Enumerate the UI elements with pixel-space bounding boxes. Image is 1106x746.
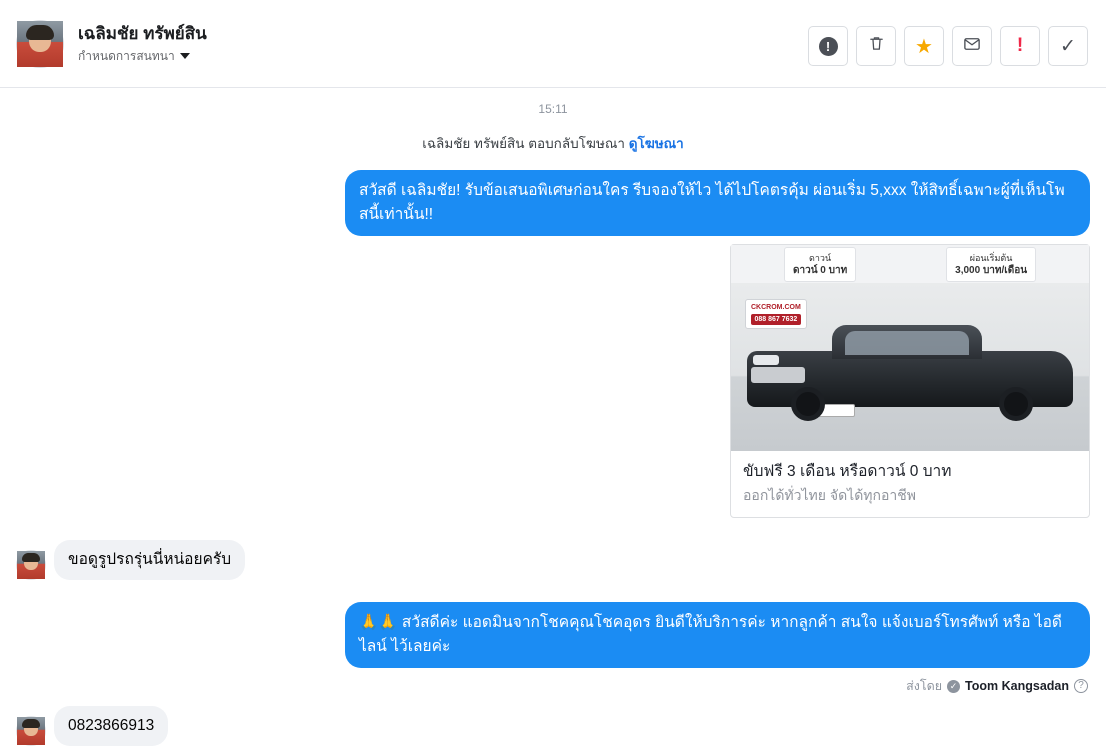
ad-price-strip [731, 245, 1089, 283]
pickup-truck-illustration [747, 326, 1073, 421]
delete-button[interactable] [856, 26, 896, 66]
ad-photo [731, 283, 1089, 451]
message-bubble-incoming[interactable]: 0823866913 [54, 706, 168, 746]
message-bubble-outgoing[interactable]: 🙏🙏 สวัสดีค่ะ แอดมินจากโชคคุณโชคอุดร ยินดีให้บริการค่ะ หากลูกค้า สนใจ แจ้งเบอร์โทรศัพท์ หรือ ไอดีไลน์ ไว้เลยค่ะ [345, 602, 1090, 668]
ad-card-body [731, 451, 1089, 517]
price-chip-value: ดาวน์ 0 บาท [792, 264, 848, 276]
message-thread[interactable] [0, 88, 1106, 734]
avatar[interactable] [16, 550, 46, 580]
message-row [16, 706, 1090, 746]
price-chip [946, 247, 1036, 282]
mark-unread-button[interactable] [808, 26, 848, 66]
watermark-phone: 088 867 7632 [751, 314, 801, 325]
watermark-site: CKCROM.COM [751, 304, 801, 311]
truck-wheel [999, 387, 1033, 421]
flag-button[interactable] [1000, 26, 1040, 66]
done-button[interactable] [1048, 26, 1088, 66]
ad-description: ออกได้ทั่วไทย จัดได้ทุกอาชีพ [743, 487, 917, 503]
price-chip [784, 247, 856, 282]
sent-by-prefix: ส่งโดย [906, 679, 943, 693]
avatar-hair [26, 25, 54, 40]
exclamation-icon: ! [1016, 35, 1024, 56]
header-action-bar [808, 26, 1088, 66]
ad-title: ขับฟรี 3 เดือน หรือดาวน์ 0 บาท [743, 463, 952, 480]
avatar[interactable] [16, 716, 46, 746]
page-title: เฉลิมชัย ทรัพย์สิน [78, 23, 207, 43]
thread-context-text: เฉลิมชัย ทรัพย์สิน ตอบกลับโฆษณา [422, 136, 625, 151]
sent-by-row [16, 676, 1088, 696]
message-bubble-outgoing[interactable]: สวัสดี เฉลิมชัย! รับข้อเสนอพิเศษก่อนใคร รีบจองให้ไว ได้ไปโคตรคุ้ม ผ่อนเริ่ม 5,xxx ให้สิทธิ์เฉพาะผู้ที่เห็นโพสนี้เท่านั้น!! [345, 170, 1090, 236]
check-icon: ✓ [1060, 35, 1076, 57]
price-chip-label: ดาวน์ [809, 252, 832, 263]
envelope-icon [963, 35, 981, 58]
message-row [16, 170, 1090, 236]
star-icon: ★ [915, 35, 933, 58]
message-bubble-incoming[interactable]: ขอดูรูปรถรุ่นนี่หน่อยครับ [54, 540, 245, 580]
trash-icon [868, 35, 885, 57]
conversation-header [0, 0, 1106, 88]
message-row [16, 244, 1090, 518]
price-chip-label: ผ่อนเริ่มต้น [969, 252, 1013, 263]
thread-timestamp: 15:11 [538, 102, 568, 116]
truck-windshield [845, 331, 969, 355]
favorite-button[interactable] [904, 26, 944, 66]
header-identity [78, 23, 207, 65]
truck-headlight [753, 355, 779, 365]
truck-wheel [791, 387, 825, 421]
ad-image [731, 245, 1089, 451]
message-row [16, 602, 1090, 668]
conversation-status-dropdown[interactable] [78, 47, 207, 65]
avatar-hair [22, 719, 40, 728]
check-circle-icon: ✓ [947, 680, 960, 693]
chevron-down-icon [180, 53, 190, 59]
truck-grille [751, 367, 805, 383]
sent-by-name: Toom Kangsadan [965, 679, 1069, 693]
avatar-hair [22, 553, 40, 562]
view-ad-link[interactable]: ดูโฆษณา [628, 136, 684, 151]
price-chip-value: 3,000 บาท/เดือน [955, 264, 1028, 276]
email-button[interactable] [952, 26, 992, 66]
watermark-badge [745, 299, 807, 329]
message-row [16, 540, 1090, 580]
thread-context [16, 132, 1090, 154]
avatar[interactable] [16, 20, 64, 68]
question-circle-icon[interactable]: ? [1074, 679, 1088, 693]
conversation-status-label: กำหนดการสนทนา [78, 48, 175, 63]
exclamation-circle-icon: ! [819, 37, 838, 56]
ad-attachment-card[interactable] [730, 244, 1090, 518]
